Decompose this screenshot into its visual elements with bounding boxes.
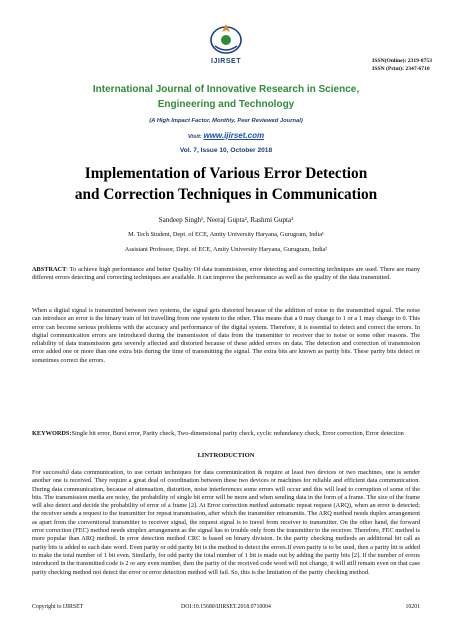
volume-issue: Vol. 7, Issue 10, October 2018 — [179, 147, 273, 154]
issn-online: ISSN(Online): 2319-8753 — [372, 58, 432, 64]
abstract-label: ABSTRACT — [32, 266, 67, 273]
journal-logo — [203, 18, 249, 68]
paper-title-line2: and Correction Techniques in Communication — [74, 186, 378, 203]
abstract-paragraph — [32, 266, 420, 283]
section-body: For successful data communication, to use certain techniques for data communication & require at least two devices or two machines, one is sender another one is received. They require a great deal of coordination between these two devices or machines for reliable and efficient data communication. During data communication, because of attenuation, distortion, noise interferences some errors will occur and this will lead to corruption of some of the bits. The transmission media are noisy, the probability of single bit error will be more and when sending data in the form of a frame. The size of the frame will also detect and decide the probability of error of a frame [2]. At Error correction method automatic repeat request (ARQ), when an error is detected; the receiver sends a request to the transmitter for repeat transmission, after which the transmitter retransmits. The ARQ method needs duplex arrangement as apart from the conventional transmitter to receiver signal, the request signal is to travel from receiver to transmitter. On the other hand, the forward error correction (FEC) method needs simplex arrangement as the signal has to trouble only from the transmitter to the receiver. Therefore, FEC method is more popular than ARQ method. In error detection method CRC is based on binary division. In the parity checking methods an additional bit call as parity bits is added to each date word. Even parity or odd parity bit is the method to detect the errors.If even parity is to be used, then a parity bit is added to make the total number of 1 bit even. Similarly, for odd parity the total number of 1 bit is made out by adding the parity bits [2]. If the number of errors introduced in the transmitted code is 2 or any even number, then the parity of the received code word will not change, it will still remain even on that case parity checking method not detect the error or error detection method will fail. So, this is the limitation of the parity checking method. — [32, 469, 420, 576]
keywords-text: Single bit error, Burst error, Parity check, Two-dimensional parity check, cyclic redundancy check, Error correction, Error detection — [71, 430, 404, 437]
logo-text: IJIRSET — [211, 58, 241, 65]
journal-title-line2: Engineering and Technology — [157, 99, 295, 110]
keywords-paragraph — [32, 430, 420, 438]
journal-visit-line — [0, 131, 452, 140]
affiliation-1: M. Tech Student, Dept. of ECE, Amity University Haryana, Gurugram, India¹ — [128, 231, 324, 238]
footer-doi: DOI:10.15680/IJIRSET.2018.0710004 — [181, 604, 271, 610]
keywords-label: KEYWORDS: — [32, 430, 72, 437]
affiliation-2: Assistant Professor, Dept. of ECE, Amity University Haryana, Gurugram, India² — [124, 246, 328, 253]
journal-url-link[interactable]: www.ijirset.com — [203, 131, 265, 140]
abstract-text: : To achieve high performance and better Quality Of data transmission, error detecting and correcting techniques are used. There are many different errors detecting and correcting techniques are available. It can improve the performance as well as the quality of the data transmitted. — [32, 266, 420, 282]
paper-title-line1: Implementation of Various Error Detection — [84, 165, 368, 182]
journal-tagline: (A High Impact Factor, Monthly, Peer Reviewed Journal) — [149, 118, 303, 124]
issn-block — [372, 58, 432, 73]
journal-title-line1: International Journal of Innovative Research in Science, — [92, 84, 360, 95]
footer-copyright: Copyright to IJIRSET — [32, 604, 84, 610]
issn-print: ISSN (Print): 2347-6710 — [372, 65, 430, 72]
logo-emblem-icon — [203, 18, 249, 58]
intro-paragraph: When a digital signal is transmitted between two systems, the signal gets distorted because of the addition of noise to the transmitted signal. The noise can introduce an error is the binary train of bit travelling from one system to the other. This means that a 0 may change to 1 or a 1 may change to 0. This error can become serious problems with the accuracy and performance of the digital system. Therefore, it is essential to detect and correct the errors. In digital communication errors are introduced during the transmission of data from the transmitter to receiver due to noise or some other reasons. The reliability of data transmission gets severely affected and distorted because of these added errors on data. The detection and correction of transmission error added one or more than one extra bits during the time of transmitting the signal. The extra bits are known as parity bits. These parity bits detect or sometimes correct the errors. — [32, 307, 420, 364]
footer-page-number: 10201 — [405, 604, 420, 610]
section-heading: I.INTRODUCTION — [197, 452, 255, 459]
paper-authors: Sandeep Singh¹, Neeraj Gupta², Rashmi Gupta² — [158, 216, 294, 224]
visit-label: Visit: — [187, 134, 202, 140]
